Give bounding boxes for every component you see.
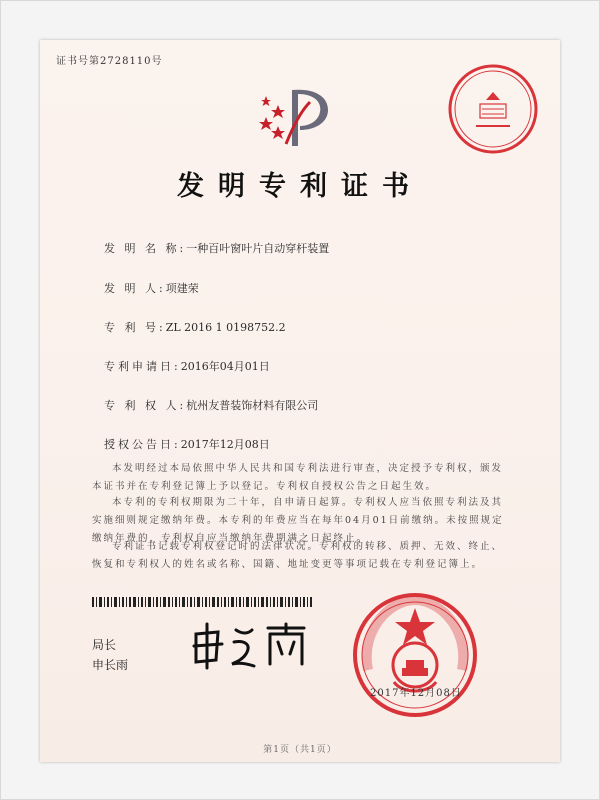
director-title: 局长 xyxy=(92,638,117,652)
certificate-title: 发明专利证书 xyxy=(177,171,423,202)
patentee-label: 专 利 权 人: xyxy=(104,399,187,412)
filing-date-label: 专利申请日: xyxy=(104,360,181,373)
director-name: 申长雨 xyxy=(92,658,129,672)
paragraph-term: 本专利的专利权期限为二十年，自申请日起算。专利权人应当依照专利法及其实施细则规定缴纳年费。本专利的年费应当在每年04月01日前缴纳。未按照规定缴纳年费的，专利权自应当缴纳年费期满之日起终止。 xyxy=(92,497,504,544)
logo-star-2 xyxy=(271,105,285,118)
grant-date-label: 授权公告日: xyxy=(104,438,181,451)
national-seal-star xyxy=(395,608,435,645)
seal-top-mark xyxy=(486,92,500,100)
inventor-row xyxy=(104,280,199,296)
invention-name-value: 一种百叶窗叶片自动穿杆装置 xyxy=(186,242,330,255)
paragraph-grant: 本发明经过本局依照中华人民共和国专利法进行审查，决定授予专利权，颁发本证书并在专利登记簿上予以登记。专利权自授权公告之日起生效。 xyxy=(92,463,504,492)
seal-date: 2017年12月08日 xyxy=(370,688,462,699)
barcode xyxy=(92,597,312,607)
director-signature xyxy=(190,620,310,670)
patent-number-value: ZL 2016 1 0198752.2 xyxy=(165,321,286,334)
patent-number-row xyxy=(104,319,286,335)
logo-star-3 xyxy=(271,126,285,139)
patent-number-label: 专 利 号: xyxy=(104,321,166,334)
logo-star-4 xyxy=(261,96,271,106)
invention-name-label: 发 明 名 称: xyxy=(104,242,187,255)
inventor-label: 发 明 人: xyxy=(104,282,166,295)
grant-date-value: 2017年12月08日 xyxy=(180,438,270,451)
page-number: 第1页（共1页） xyxy=(263,745,337,755)
certificate-number: 证书号第2728110号 xyxy=(56,56,163,67)
paragraph-register: 专利证书记载专利权登记时的法律状况。专利权的转移、质押、无效、终止、恢复和专利权人的姓名或名称、国籍、地址变更等事项记载在专利登记簿上。 xyxy=(92,541,504,570)
filing-date-row xyxy=(104,358,270,374)
inventor-value: 项建荣 xyxy=(165,282,199,295)
invention-name-row xyxy=(104,240,329,256)
patentee-value: 杭州友普装饰材料有限公司 xyxy=(186,399,319,412)
patent-office-logo xyxy=(258,84,330,148)
seal-center-lines xyxy=(482,109,504,114)
top-right-seal xyxy=(446,62,540,156)
filing-date-value: 2016年04月01日 xyxy=(180,360,270,373)
grant-date-row xyxy=(104,436,270,452)
logo-star-1 xyxy=(259,117,273,130)
seal-center-block xyxy=(480,104,506,118)
patentee-row xyxy=(104,397,318,413)
national-emblem-gate xyxy=(402,660,428,676)
national-seal xyxy=(350,590,480,720)
